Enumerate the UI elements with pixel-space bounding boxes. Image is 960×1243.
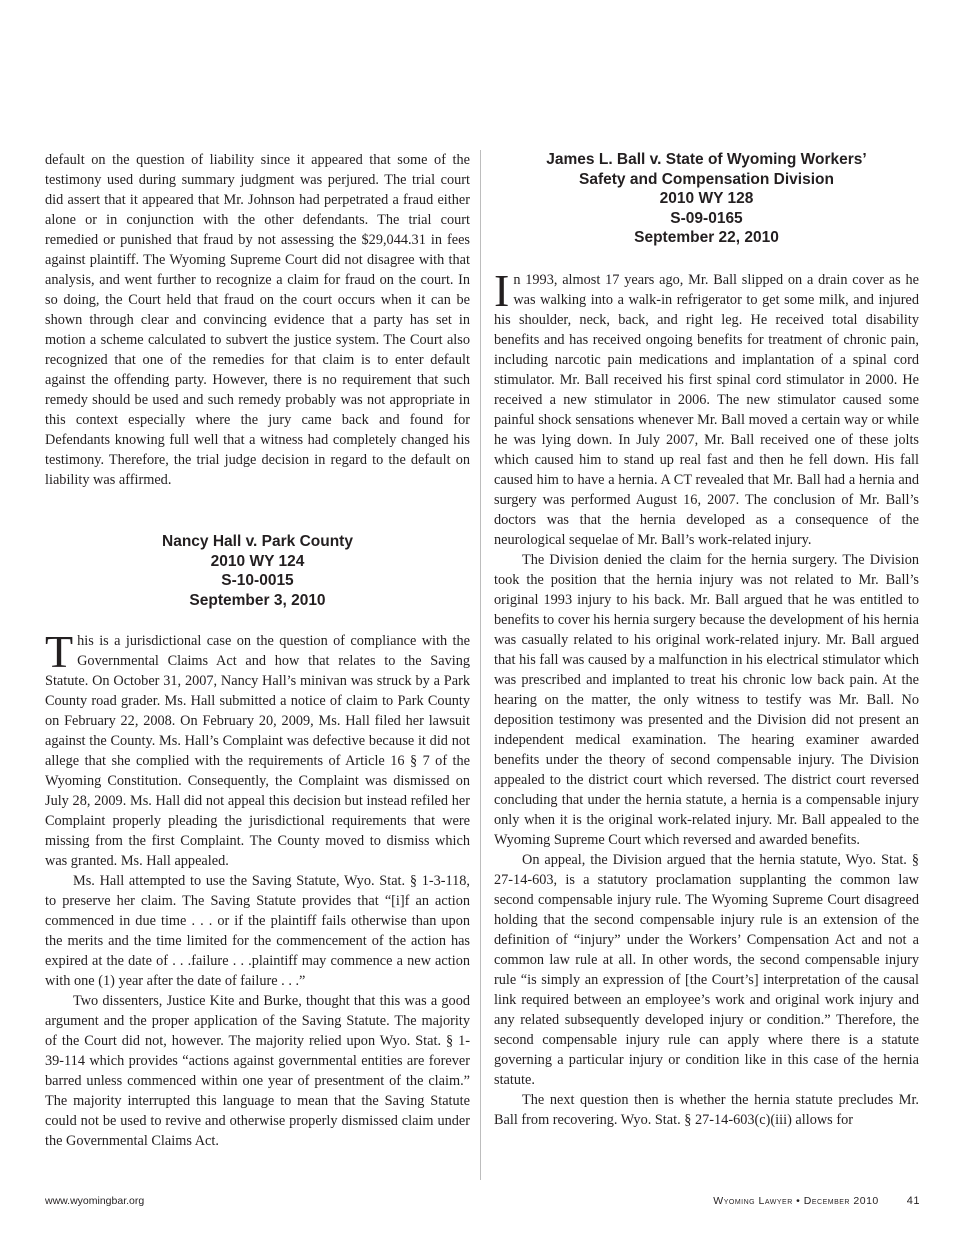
- case-body-hall: [45, 626, 470, 1151]
- case-citation: 2010 WY 124: [210, 552, 305, 570]
- case-date: September 3, 2010: [189, 591, 326, 609]
- case-docket: S-09-0165: [670, 209, 743, 227]
- column-divider: [480, 150, 481, 1180]
- case-body-ball: [494, 264, 919, 1130]
- case-date: September 22, 2010: [634, 229, 779, 246]
- page-number: 41: [906, 1195, 920, 1207]
- footer-publication: [640, 1195, 920, 1207]
- case-citation: 2010 WY 128: [659, 190, 754, 207]
- body-paragraph: The next question then is whether the hernia statute precludes Mr. Ball from recovering. Wyo. Stat. § 27-14-603(c)(iii) allows for: [494, 1091, 919, 1128]
- case-title-line-1: James L. Ball v. State of Wyoming Workers’: [546, 151, 867, 168]
- publication-name: Wyoming Lawyer • December 2010: [713, 1195, 879, 1207]
- footer-website: www.wyomingbar.org: [45, 1195, 145, 1207]
- body-paragraph: On appeal, the Division argued that the hernia statute, Wyo. Stat. § 27-14-603, is a statutory proclamation supplanting the common law second compensable injury rule. The Wyoming Supreme Court disagreed holding that the second compensable injury rule is an extension of the definition of “injury” under the Workers’ Compensation Act and not a common law rule at all. In other words, the second compensable injury rule “is simply an expression of [the Court’s] interpretation of the causal link required between an employee’s work and original work injury and any related subsequently developed injury or condition.” Therefore, the second compensable injury rule can apply where there is a statute governing a particular injury or condition like in this case of the hernia statute.: [494, 851, 919, 1088]
- right-column: [494, 150, 919, 1130]
- case-title: Nancy Hall v. Park County: [162, 533, 353, 550]
- body-paragraph: Ms. Hall attempted to use the Saving Statute, Wyo. Stat. § 1-3-118, to preserve her claim. The Saving Statute provides that “[i]f an action commenced in due time . . . or if the plaintiff fails otherwise than upon the merits and the time limited for the commencement of the action has expired at the date of . . .failure . . .plaintiff may commence a new action with one (1) year after the date of failure . . .”: [45, 873, 470, 989]
- case-title-line-2: Safety and Compensation Division: [579, 170, 834, 188]
- drop-cap: T: [45, 626, 74, 677]
- body-paragraph: The Division denied the claim for the hernia surgery. The Division took the position that the hernia injury was not related to Mr. Ball’s original 1993 injury to his back. Mr. Ball argued that he was entitled to benefits to cover his hernia surgery because the development of his hernia was casually related to his original work-related injury. Mr. Ball argued that his fall was caused by a malfunction in his electrical stimulator which was prescribed and implanted to treat his chronic low back pain. At the hearing on the matter, the only witness to testify was Mr. Ball. No deposition testimony was presented and the Division did not present an independent medical examination. The hearing examiner awarded benefits under the theory of second compensable injury. The Division appealed to the district court which reversed. The district court reversed concluding that under the hernia statute, a hernia is a compensable injury only when it is the original work-related injury. Mr. Ball appealed to the Wyoming Supreme Court which reversed and awarded benefits.: [494, 551, 919, 848]
- opening-paragraph: [45, 626, 470, 871]
- case-docket: S-10-0015: [221, 572, 294, 589]
- case-heading-ball: [494, 150, 919, 248]
- opening-paragraph: [494, 264, 919, 550]
- case-heading-hall: [45, 532, 470, 610]
- opening-paragraph-text: n 1993, almost 17 years ago, Mr. Ball slipped on a drain cover as he was walking into a walk-in refrigerator to get some milk, and injured his shoulder, neck, back, and right leg. He received total disability benefits and has received ongoing benefits for treatment of chronic pain, including narcotic pain medications and implantation of a spinal cord stimulator. Mr. Ball received his first spinal cord stimulator in 2000. He received a new stimulator in 2006. The new stimulator caused some painful shock sensations whenever Mr. Ball moved a certain way or while he was lying down. In July 2007, Mr. Ball received one of these jolts which caused him to stand up real fast and then he fell down. His fall caused him to have a hernia. A CT revealed that Mr. Ball had a hernia and surgery was performed August 16, 2007. The conclusion of Mr. Ball’s doctors was that the hernia developed as a consequence of the neurological sequelae of Mr. Ball’s work-related injury.: [494, 271, 919, 548]
- opening-paragraph-text: his is a jurisdictional case on the question of compliance with the Governmental Claims Act and how that relates to the Saving Statute. On October 31, 2007, Nancy Hall’s minivan was struck by a Park County road grader. Ms. Hall submitted a notice of claim to Park County on February 22, 2008. On February 20, 2009, Ms. Hall filed her lawsuit against the County. Ms. Hall’s Complaint was defective because it did not allege that she complied with the requirements of Article 16 § 7 of the Wyoming Constitution. Consequently, the Complaint was dismissed on July 28, 2009. Ms. Hall did not appeal this decision but instead refiled her Complaint properly pleading the jurisdictional requirements that were missing from the first Complaint. The County moved to dismiss which was granted. Ms. Hall appealed.: [45, 633, 470, 869]
- left-column: [45, 150, 470, 1151]
- continued-paragraph: default on the question of liability since it appeared that some of the testimony used during summary judgment was perjured. The trial court did assert that it appeared that Mr. Johnson had perpetrated a fraud either alone or in conjunction with the other defendants. The trial court remedied or punished that fraud by not assessing the $29,044.31 in fees against plaintiff. The Wyoming Supreme Court did not disagree with that analysis, and went further to recognize a claim for fraud on the court. In so doing, the Court held that fraud on the court occurs when it can be shown through clear and convincing evidence that a party has set in motion a scheme calculated to subvert the justice system. The Court also recognized that one of the remedies for that claim is to enter default against the offending party. However, there is no requirement that such remedy should be used and such remedy probably was not appropriate in this context especially where the jury came back and found for Defendants knowing full well that a witness had completely changed his testimony. Therefore, the trial judge decision in regard to the default on liability was affirmed.: [45, 152, 470, 488]
- drop-cap: I: [494, 264, 510, 316]
- body-paragraph: Two dissenters, Justice Kite and Burke, thought that this was a good argument and the proper application of the Saving Statute. The majority of the Court did not, however. The majority relied upon Wyo. Stat. § 1-39-114 which provides “actions against governmental entities are forever barred unless commenced within one year of presentment of the claim.” The majority interrupted this language to mean that the Saving Statute could not be used to revive and otherwise properly dismissed claim under the Governmental Claims Act.: [45, 993, 470, 1149]
